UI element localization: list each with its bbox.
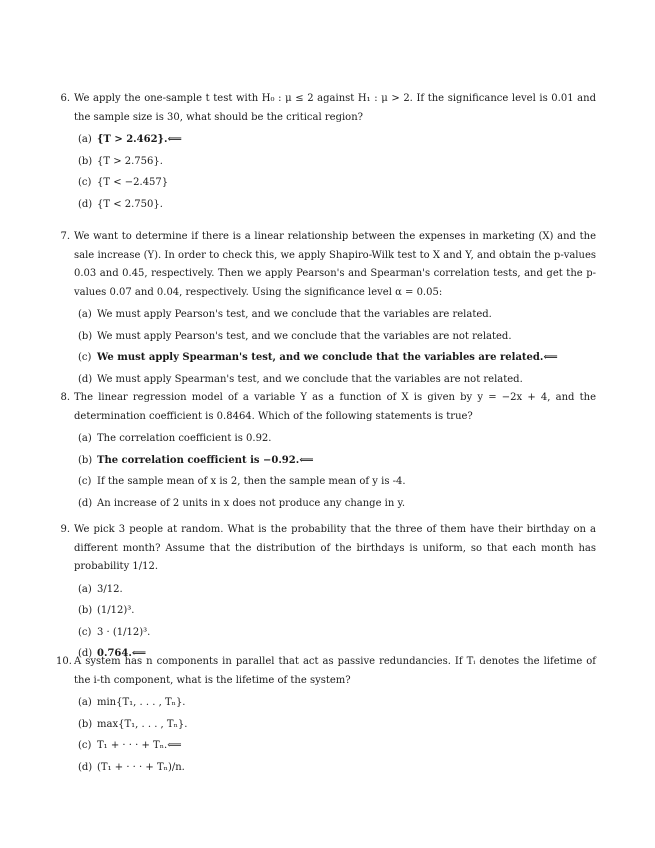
options-list bbox=[78, 304, 596, 390]
option-label: (b) bbox=[78, 605, 93, 616]
option-label: (c) bbox=[78, 626, 92, 638]
option-c bbox=[78, 622, 596, 644]
question-number: 7. bbox=[60, 231, 70, 242]
option-c bbox=[78, 735, 596, 757]
option-text: If the sample mean of x is 2, then the sample mean of y is -4. bbox=[97, 476, 406, 487]
question-text: We apply the one-sample t test with H₀ : μ ≤ 2 against H₁ : μ > 2. If the significance level is 0.01 and the sample size is 30, what should be the critical region? bbox=[74, 93, 596, 123]
option-label: (d) bbox=[78, 648, 93, 659]
options-list bbox=[78, 129, 596, 215]
option-label: (c) bbox=[78, 177, 92, 188]
option-label: (c) bbox=[78, 740, 92, 751]
option-text: 3 · (1/12)³. bbox=[97, 626, 151, 638]
option-a bbox=[78, 692, 596, 714]
option-text: {T < −2.457} bbox=[97, 177, 169, 188]
option-label: (a) bbox=[78, 583, 92, 595]
option-d bbox=[78, 493, 596, 515]
option-text: {T < 2.750}. bbox=[97, 198, 163, 210]
option-a bbox=[78, 129, 596, 151]
option-text: (T₁ + · · · + Tₙ)/n. bbox=[97, 761, 185, 773]
option-label: (a) bbox=[78, 697, 92, 708]
option-label: (d) bbox=[78, 198, 93, 210]
option-label: (d) bbox=[78, 761, 93, 773]
option-label: (b) bbox=[78, 454, 93, 466]
option-text: We must apply Spearman's test, and we conclude that the variables are related.⟸ bbox=[97, 352, 558, 363]
option-text: T₁ + · · · + Tₙ.⟸ bbox=[97, 740, 182, 751]
options-list bbox=[78, 579, 596, 665]
option-text: We must apply Pearson's test, and we conclude that the variables are not related. bbox=[97, 330, 512, 342]
options-list bbox=[78, 692, 596, 778]
option-d bbox=[78, 757, 596, 779]
option-text: The correlation coefficient is −0.92.⟸ bbox=[97, 454, 314, 466]
question-number: 9. bbox=[60, 524, 70, 535]
option-text: max{T₁, . . . , Tₙ}. bbox=[97, 718, 188, 730]
question-number: 6. bbox=[60, 93, 70, 104]
option-label: (a) bbox=[78, 134, 92, 145]
option-text: An increase of 2 units in x does not produce any change in y. bbox=[97, 497, 405, 509]
option-d bbox=[78, 369, 596, 391]
option-c bbox=[78, 172, 596, 194]
option-text: min{T₁, . . . , Tₙ}. bbox=[97, 697, 186, 708]
question-9 bbox=[56, 521, 596, 665]
question-text: We pick 3 people at random. What is the probability that the three of them have their birthday on a different month? Assume that the distribution of the birthdays is uniform, so that each month has probability 1/12. bbox=[74, 524, 596, 572]
question-8 bbox=[56, 389, 596, 514]
option-text: (1/12)³. bbox=[97, 605, 135, 616]
option-label: (d) bbox=[78, 373, 93, 385]
question-10 bbox=[56, 653, 596, 778]
option-a bbox=[78, 304, 596, 326]
option-text: We must apply Pearson's test, and we conclude that the variables are related. bbox=[97, 309, 492, 320]
option-label: (b) bbox=[78, 155, 93, 167]
option-c bbox=[78, 471, 596, 493]
option-d bbox=[78, 194, 596, 216]
question-7 bbox=[56, 228, 596, 390]
question-text: A system has n components in parallel that act as passive redundancies. If Tᵢ denotes the lifetime of the i-th component, what is the lifetime of the system? bbox=[74, 656, 596, 686]
option-b bbox=[78, 600, 596, 622]
option-text: 0.764.⟸ bbox=[97, 648, 147, 659]
option-b bbox=[78, 151, 596, 173]
question-6 bbox=[56, 90, 596, 215]
option-b bbox=[78, 714, 596, 736]
option-label: (c) bbox=[78, 352, 92, 363]
option-label: (b) bbox=[78, 718, 93, 730]
option-c bbox=[78, 347, 596, 369]
option-label: (c) bbox=[78, 476, 92, 487]
option-a bbox=[78, 428, 596, 450]
question-text: We want to determine if there is a linear relationship between the expenses in marketing (X) and the sale increase (Y). In order to check this, we apply Shapiro-Wilk test to X and Y, and obtain the p-values 0.03 and 0.45, respectively. Then we apply Pearson's and Spearman's correlation tests, and get the p-values 0.07 and 0.04, respectively. Using the significance level α = 0.05: bbox=[74, 231, 596, 298]
option-label: (a) bbox=[78, 309, 92, 320]
option-text: {T > 2.756}. bbox=[97, 155, 163, 167]
option-label: (a) bbox=[78, 433, 92, 444]
question-number: 10. bbox=[56, 656, 72, 667]
option-label: (b) bbox=[78, 330, 93, 342]
option-b bbox=[78, 326, 596, 348]
option-text: The correlation coefficient is 0.92. bbox=[97, 433, 272, 444]
options-list bbox=[78, 428, 596, 514]
option-a bbox=[78, 579, 596, 601]
option-text: We must apply Spearman's test, and we conclude that the variables are not related. bbox=[97, 373, 523, 385]
option-label: (d) bbox=[78, 497, 93, 509]
option-text: 3/12. bbox=[97, 583, 123, 595]
option-b bbox=[78, 450, 596, 472]
option-text: {T > 2.462}.⟸ bbox=[97, 134, 182, 145]
question-text: The linear regression model of a variable Y as a function of X is given by y = −2x + 4, and the determination coefficient is 0.8464. Which of the following statements is true? bbox=[74, 392, 596, 422]
question-number: 8. bbox=[60, 392, 70, 403]
